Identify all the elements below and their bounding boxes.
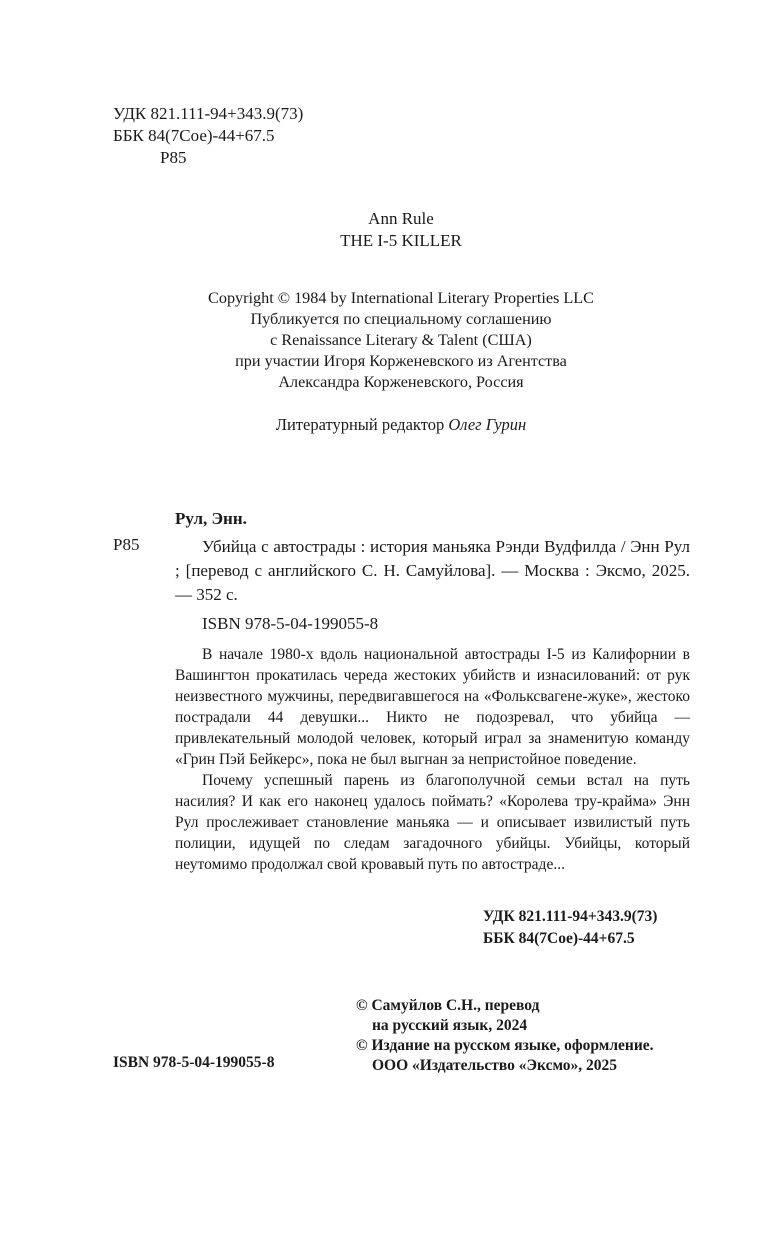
biblio-isbn: ISBN 978-5-04-199055-8 xyxy=(202,614,379,633)
isbn-bottom: ISBN 978-5-04-199055-8 xyxy=(113,1054,275,1071)
original-title: THE I-5 KILLER xyxy=(340,231,462,250)
rights-line: © Издание на русском языке, оформление. xyxy=(356,1037,654,1054)
biblio-cutter: Р85 xyxy=(113,535,140,554)
biblio-description xyxy=(175,535,690,607)
annotation-paragraph: Почему успешный парень из благополучной семьи встал на путь насилия? И как его наконец удалось поймать? «Королева тру-крайма» Энн Рул прослеживает становление маньяка — и описывает извилистый путь полиции, идущей по следам загадочного убийцы. Убийцы, который неутомимо продолжал свой кровавый путь по автостраде... xyxy=(175,772,690,873)
original-author: Ann Rule xyxy=(368,209,434,228)
bottom-udk: УДК 821.111-94+343.9(73) xyxy=(483,908,658,925)
rights-line: © Самуйлов С.Н., перевод xyxy=(356,997,540,1014)
editor-credit xyxy=(0,415,768,435)
biblio-description-text: Убийца с автострады : история маньяка Рэнди Вудфилда / Энн Рул ; [перевод с английского С. Н. Самуйлова]. — Москва : Эксмо, 2025. — 352 с. xyxy=(175,537,690,604)
cutter-code: Р85 xyxy=(160,148,187,167)
copyright-line: с Renaissance Literary & Talent (США) xyxy=(270,331,532,349)
bbk-code: ББК 84(7Сое)-44+67.5 xyxy=(113,126,275,145)
bottom-bbk: ББК 84(7Сое)-44+67.5 xyxy=(483,930,635,947)
rights-line: на русский язык, 2024 xyxy=(372,1017,528,1034)
classification-block xyxy=(113,103,303,169)
annotation-paragraph: В начале 1980-х вдоль национальной автострады I-5 из Калифорнии в Вашингтон прокатилась череда жестоких убийств и изнасилований: от рук неизвестного мужчины, передвигавшегося на «Фольксвагене-жуке», жестоко пострадали 44 девушки... Никто не подозревал, что убийца — привлекательный молодой человек, который играл за знаменитую команду «Грин Пэй Бейкерс», пока не был выгнан за непристойное поведение. xyxy=(175,646,690,768)
editor-name: Олег Гурин xyxy=(448,415,527,434)
annotation xyxy=(175,644,690,875)
original-title-block xyxy=(0,208,768,252)
editor-label: Литературный редактор xyxy=(275,415,445,434)
copyright-line: Публикуется по специальному соглашению xyxy=(250,310,552,328)
copyright-line: при участии Игоря Корженевского из Агентства xyxy=(235,352,567,370)
udk-code: УДК 821.111-94+343.9(73) xyxy=(113,104,304,123)
copyright-line: Александра Корженевского, Россия xyxy=(278,373,524,391)
copyright-line: Copyright © 1984 by International Literary Properties LLC xyxy=(208,289,594,307)
rights-block xyxy=(356,996,654,1076)
biblio-author-heading: Рул, Энн. xyxy=(175,509,247,528)
bottom-classification xyxy=(483,906,657,950)
copyright-block xyxy=(0,288,768,393)
rights-line: ООО «Издательство «Эксмо», 2025 xyxy=(372,1057,618,1074)
